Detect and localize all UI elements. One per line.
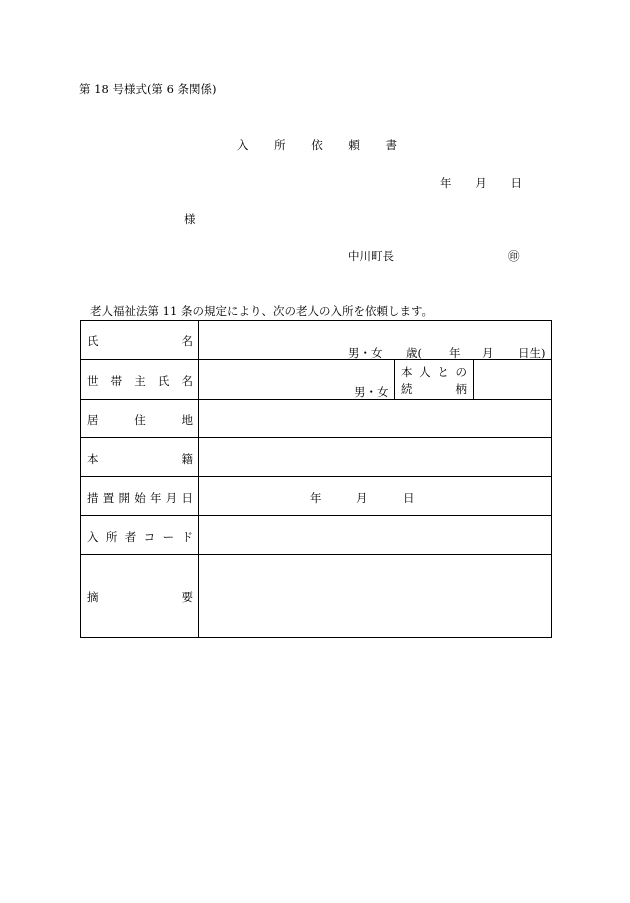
row-divider: [81, 476, 551, 477]
start-date-label: 措 置 開 始 年 月 日: [87, 491, 193, 505]
intro-text: 老人福祉法第 11 条の規定により、次の老人の入所を依頼します。: [90, 304, 434, 318]
relation-label-bottom: 続 柄: [401, 382, 467, 396]
remarks-label: 摘 要: [87, 590, 193, 604]
name-sex-choice: 男・女: [348, 346, 383, 360]
household-head-sex-choice: 男・女: [354, 385, 389, 399]
title-char: 依: [311, 138, 323, 152]
household-head-label: 世 帯 主 氏 名: [87, 374, 193, 388]
label-column-divider: [198, 321, 199, 637]
domicile-label: 本 籍: [87, 452, 193, 466]
sender-name: 中川町長: [348, 249, 394, 263]
birth-year-label: 年: [449, 346, 461, 360]
title-char: 頼: [348, 138, 360, 152]
name-label: 氏 名: [87, 334, 193, 348]
resident-code-label: 入 所 者 コ ー ド: [87, 530, 193, 544]
start-day-label: 日: [403, 491, 415, 505]
relation-divider-left: [394, 359, 395, 399]
row-divider: [81, 399, 551, 400]
row-divider: [81, 515, 551, 516]
date-year-label: 年: [440, 176, 452, 190]
row-divider: [81, 554, 551, 555]
row-divider: [81, 437, 551, 438]
seal-mark: ㊞: [508, 249, 520, 263]
start-month-label: 月: [356, 491, 368, 505]
issue-date-line: [440, 175, 522, 191]
addressee-suffix: 様: [184, 212, 196, 226]
title-char: 入: [237, 138, 249, 152]
relation-label-top: 本 人 と の: [401, 365, 467, 379]
request-table: [80, 320, 552, 638]
title-char: 所: [274, 138, 286, 152]
date-day-label: 日: [510, 176, 522, 190]
form-number: 第 18 号様式(第 6 条関係): [79, 82, 217, 96]
relation-divider-right: [473, 359, 474, 399]
start-year-label: 年: [310, 491, 322, 505]
birth-month-label: 月: [482, 346, 494, 360]
birth-day-label: 日生): [518, 346, 546, 360]
date-month-label: 月: [475, 176, 487, 190]
name-age-label: 歳(: [406, 346, 422, 360]
document-title: [237, 137, 397, 153]
row-divider: [81, 359, 551, 360]
residence-label: 居 住 地: [87, 413, 193, 427]
title-char: 書: [385, 138, 397, 152]
